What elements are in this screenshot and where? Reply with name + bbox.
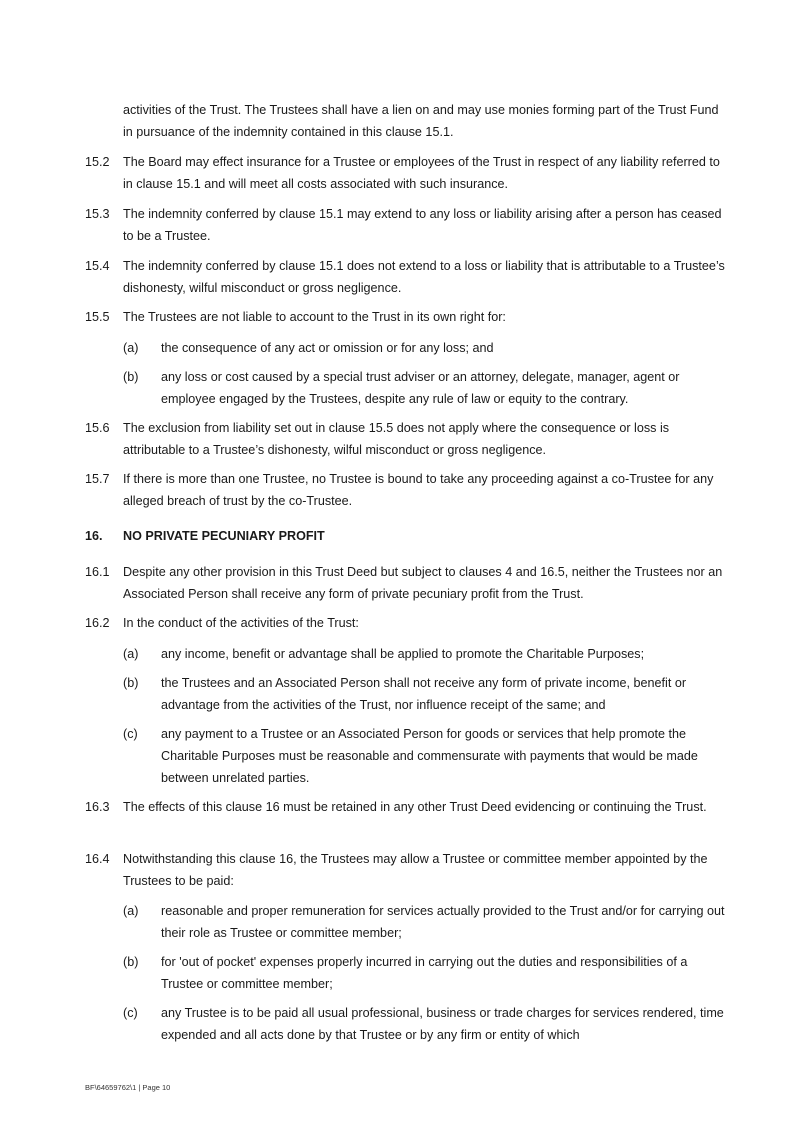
clause-16-3 <box>85 796 725 818</box>
clause-16-4-item-c <box>123 1002 725 1046</box>
clause-16-2-item-b <box>123 672 725 716</box>
clause-16-2-item-a <box>123 643 725 665</box>
clause-15-7 <box>85 468 725 512</box>
item-text: any payment to a Trustee or an Associated Person for goods or services that help promote the Charitable Purposes must be reasonable and commensurate with payments that would be made between unrelated parties. <box>161 727 698 785</box>
clause-number: 16.3 <box>85 800 110 814</box>
item-text: the consequence of any act or omission or for any loss; and <box>161 341 494 355</box>
item-number: (b) <box>123 955 139 969</box>
clause-15-5 <box>85 306 725 328</box>
clause-15-1-continuation <box>85 99 725 143</box>
item-number: (c) <box>123 1006 138 1020</box>
clause-text: Notwithstanding this clause 16, the Trustees may allow a Trustee or committee member appointed by the Trustees to be paid: <box>123 852 708 888</box>
clause-text: If there is more than one Trustee, no Trustee is bound to take any proceeding against a co-Trustee for any alleged breach of trust by the co-Trustee. <box>123 472 714 508</box>
clause-16-4 <box>85 848 725 892</box>
item-number: (a) <box>123 647 139 661</box>
clause-16-2 <box>85 612 725 634</box>
clause-16-4-item-b <box>123 951 725 995</box>
item-text: any Trustee is to be paid all usual professional, business or trade charges for services rendered, time expended and all acts done by that Trustee or by any firm or entity of which <box>161 1006 724 1042</box>
clause-16-1 <box>85 561 725 605</box>
item-text: for 'out of pocket' expenses properly incurred in carrying out the duties and responsibilities of a Trustee or committee member; <box>161 955 688 991</box>
section-16-heading <box>85 525 325 547</box>
clause-text: The indemnity conferred by clause 15.1 may extend to any loss or liability arising after a person has ceased to be a Trustee. <box>123 207 722 243</box>
clause-number: 16.1 <box>85 565 110 579</box>
clause-text: activities of the Trust. The Trustees shall have a lien on and may use monies forming part of the Trust Fund in pursuance of the indemnity contained in this clause 15.1. <box>123 103 719 139</box>
clause-text: The exclusion from liability set out in clause 15.5 does not apply where the consequence or loss is attributable to a Trustee’s dishonesty, wilful misconduct or gross negligence. <box>123 421 670 457</box>
item-text: the Trustees and an Associated Person shall not receive any form of private income, benefit or advantage from the activities of the Trust, nor influence receipt of the same; and <box>161 676 687 712</box>
clause-number: 15.2 <box>85 155 110 169</box>
item-text: reasonable and proper remuneration for services actually provided to the Trust and/or for carrying out their role as Trustee or committee member; <box>161 904 725 940</box>
clause-number: 15.4 <box>85 259 110 273</box>
clause-text: In the conduct of the activities of the Trust: <box>123 616 359 630</box>
section-title: NO PRIVATE PECUNIARY PROFIT <box>123 529 325 543</box>
item-number: (c) <box>123 727 138 741</box>
page-footer: BF\64659762\1 | Page 10 <box>85 1083 171 1092</box>
clause-15-5-item-b <box>123 366 725 410</box>
clause-number: 15.5 <box>85 310 110 324</box>
clause-text: The effects of this clause 16 must be retained in any other Trust Deed evidencing or continuing the Trust. <box>123 800 707 814</box>
item-text: any income, benefit or advantage shall be applied to promote the Charitable Purposes; <box>161 647 645 661</box>
clause-15-4 <box>85 255 725 299</box>
clause-text: The Trustees are not liable to account to the Trust in its own right for: <box>123 310 506 324</box>
clause-number: 15.7 <box>85 472 110 486</box>
clause-15-2 <box>85 151 725 195</box>
item-number: (a) <box>123 341 139 355</box>
clause-text: The indemnity conferred by clause 15.1 does not extend to a loss or liability that is attributable to a Trustee’s dishonesty, wilful misconduct or gross negligence. <box>123 259 725 295</box>
item-number: (a) <box>123 904 139 918</box>
clause-text: The Board may effect insurance for a Trustee or employees of the Trust in respect of any liability referred to in clause 15.1 and will meet all costs associated with such insurance. <box>123 155 720 191</box>
item-number: (b) <box>123 676 139 690</box>
clause-16-2-item-c <box>123 723 725 789</box>
clause-number: 16.2 <box>85 616 110 630</box>
item-number: (b) <box>123 370 139 384</box>
section-number: 16. <box>85 529 103 543</box>
clause-number: 15.6 <box>85 421 110 435</box>
item-text: any loss or cost caused by a special trust adviser or an attorney, delegate, manager, agent or employee engaged by the Trustees, despite any rule of law or equity to the contrary. <box>161 370 680 406</box>
clause-15-6 <box>85 417 725 461</box>
clause-text: Despite any other provision in this Trust Deed but subject to clauses 4 and 16.5, neither the Trustees nor an Associated Person shall receive any form of private pecuniary profit from the Trust. <box>123 565 723 601</box>
clause-16-4-item-a <box>123 900 725 944</box>
clause-number: 16.4 <box>85 852 110 866</box>
clause-15-3 <box>85 203 725 247</box>
clause-number: 15.3 <box>85 207 110 221</box>
clause-15-5-item-a <box>123 337 725 359</box>
